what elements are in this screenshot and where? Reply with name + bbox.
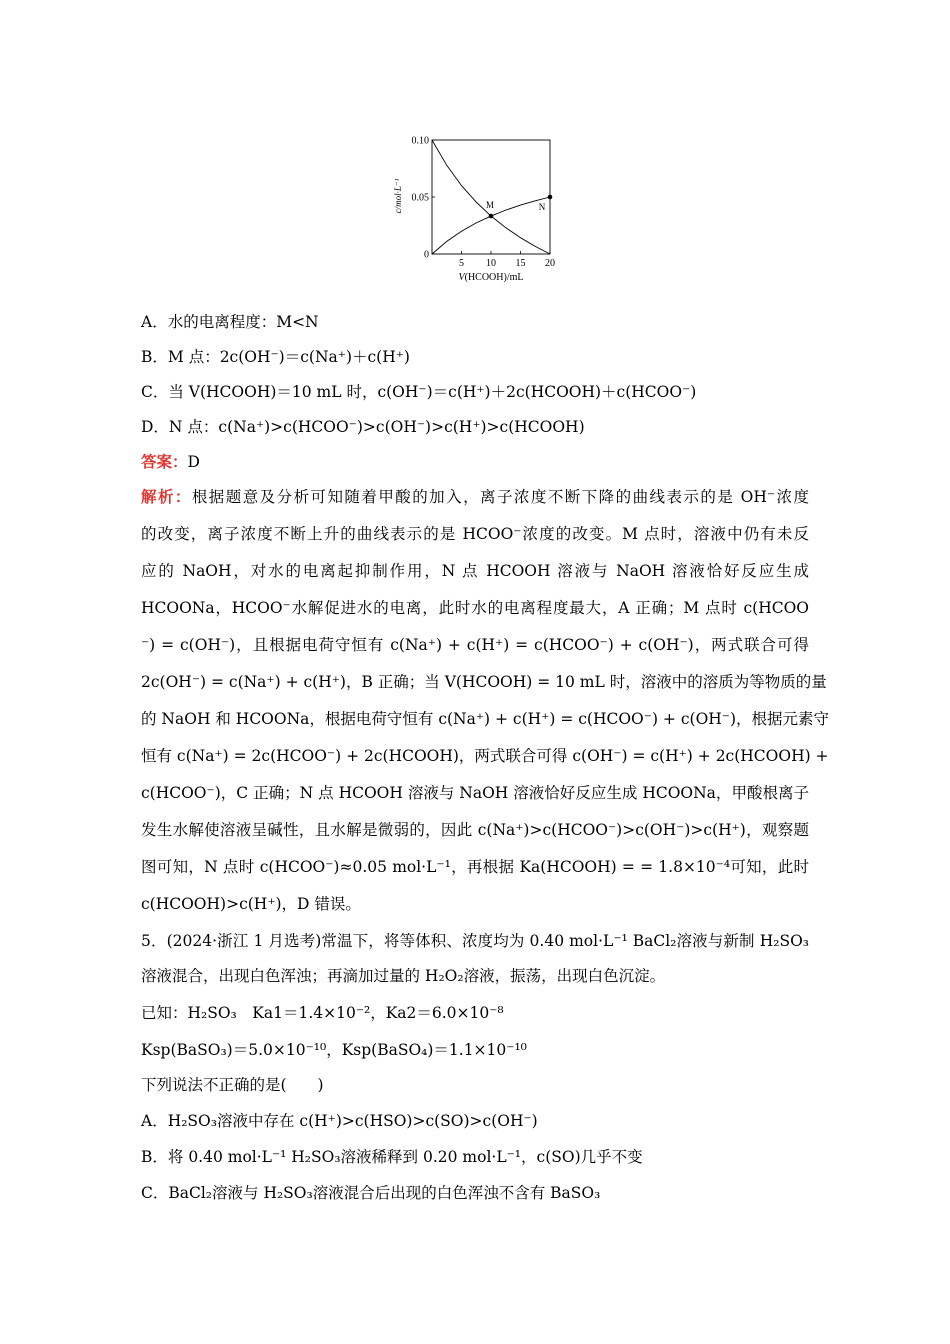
y-axis-label: c/mol·L⁻¹ [393,178,403,214]
q5-known-2: Ksp(BaSO₃)＝5.0×10⁻¹⁰，Ksp(BaSO₄)＝1.1×10⁻¹⁰ [141,1041,527,1059]
analysis-line-9: c(HCOO⁻)，C 正确；N 点 HCOOH 溶液与 NaOH 溶液恰好反应生成 HCOONa，甲酸根离子 [141,784,809,802]
q5-option-a: A．H₂SO₃溶液中存在 c(H⁺)>c(HSO)>c(SO)>c(OH⁻) [141,1112,538,1130]
analysis-line-6: 2c(OH⁻) = c(Na⁺) + c(H⁺)，B 正确；当 V(HCOOH) = 10 mL 时，溶液中的溶质为等物质的量 [141,673,827,691]
q5-question: 下列说法不正确的是( ) [141,1076,324,1094]
y-tick-label: 0.10 [411,135,429,147]
q5-stem-1: 5．(2024·浙江 1 月选考)常温下，将等体积、浓度均为 0.40 mol·L⁻¹ BaCl₂溶液与新制 H₂SO₃ [141,932,809,950]
answer-line [141,452,200,472]
option-c: C．当 V(HCOOH)＝10 mL 时，c(OH⁻)＝c(H⁺)＋2c(HCOOH)＋c(HCOO⁻) [141,383,697,401]
analysis-line-10: 发生水解使溶液呈碱性，且水解是微弱的，因此 c(Na⁺)>c(HCOO⁻)>c(OH⁻)>c(H⁺)，观察题 [141,821,809,839]
x-axis-label-var: V [458,272,465,283]
q5-known-1: 已知：H₂SO₃ Ka1＝1.4×10⁻²，Ka2＝6.0×10⁻⁸ [141,1004,504,1022]
analysis-line-8: 恒有 c(Na⁺) = 2c(HCOO⁻) + 2c(HCOOH)，两式联合可得 c(OH⁻) = c(H⁺) + 2c(HCOOH) + [141,747,829,765]
point-label-n: N [538,202,546,212]
point-m [489,214,494,219]
analysis-label: 解析： [141,487,192,506]
x-tick-label: 5 [459,258,464,269]
analysis-line-5: ⁻) = c(OH⁻)，且根据电荷守恒有 c(Na⁺) + c(H⁺) = c(HCOO⁻) + c(OH⁻)，两式联合可得 [141,636,809,654]
analysis-text-1: 根据题意及分析可知随着甲酸的加入，离子浓度不断下降的曲线表示的是 OH⁻浓度 [191,488,809,506]
answer-value: D [187,453,200,471]
concentration-chart [390,128,570,286]
q5-option-b: B．将 0.40 mol·L⁻¹ H₂SO₃溶液稀释到 0.20 mol·L⁻¹，c(SO)几乎不变 [141,1148,643,1166]
x-axis-label-unit: (HCOOH)/mL [464,272,524,283]
y-tick-label: 0.05 [411,192,429,204]
x-tick-label: 10 [486,258,496,269]
point-n [548,195,553,200]
series-line-oh [432,140,550,254]
x-tick-label: 15 [515,258,526,269]
analysis-line-11: 图可知，N 点时 c(HCOO⁻)≈0.05 mol·L⁻¹，再根据 Ka(HCOOH) = = 1.8×10⁻⁴可知，此时 [141,858,809,876]
analysis-line-2: 的改变，离子浓度不断上升的曲线表示的是 HCOO⁻浓度的改变。M 点时，溶液中仍有未反 [141,525,809,543]
q5-stem-2: 溶液混合，出现白色浑浊；再滴加过量的 H₂O₂溶液，振荡，出现白色沉淀。 [141,967,666,985]
analysis-line-3: 应的 NaOH，对水的电离起抑制作用，N 点 HCOOH 溶液与 NaOH 溶液恰好反应生成 [141,562,809,580]
option-d: D．N 点：c(Na⁺)>c(HCOO⁻)>c(OH⁻)>c(H⁺)>c(HCOOH) [141,418,585,436]
answer-label: 答案： [141,452,188,471]
analysis-line-7: 的 NaOH 和 HCOONa，根据电荷守恒有 c(Na⁺) + c(H⁺) = c(HCOO⁻) + c(OH⁻)，根据元素守 [141,710,830,728]
plot-frame [432,140,550,254]
point-label-m: M [485,200,495,211]
x-axis-label [459,272,524,283]
y-tick-label: 0 [424,249,429,261]
option-b: B．M 点：2c(OH⁻)＝c(Na⁺)＋c(H⁺) [141,348,410,366]
option-a: A．水的电离程度：M<N [141,313,319,331]
x-tick-label: 20 [545,258,555,269]
analysis-line-4: HCOONa，HCOO⁻水解促进水的电离，此时水的电离程度最大，A 正确；M 点时 c(HCOO [141,599,809,617]
analysis-line-1 [141,487,809,507]
analysis-line-12: c(HCOOH)>c(H⁺)，D 错误。 [141,895,361,913]
q5-option-c: C．BaCl₂溶液与 H₂SO₃溶液混合后出现的白色浑浊不含有 BaSO₃ [141,1184,601,1202]
